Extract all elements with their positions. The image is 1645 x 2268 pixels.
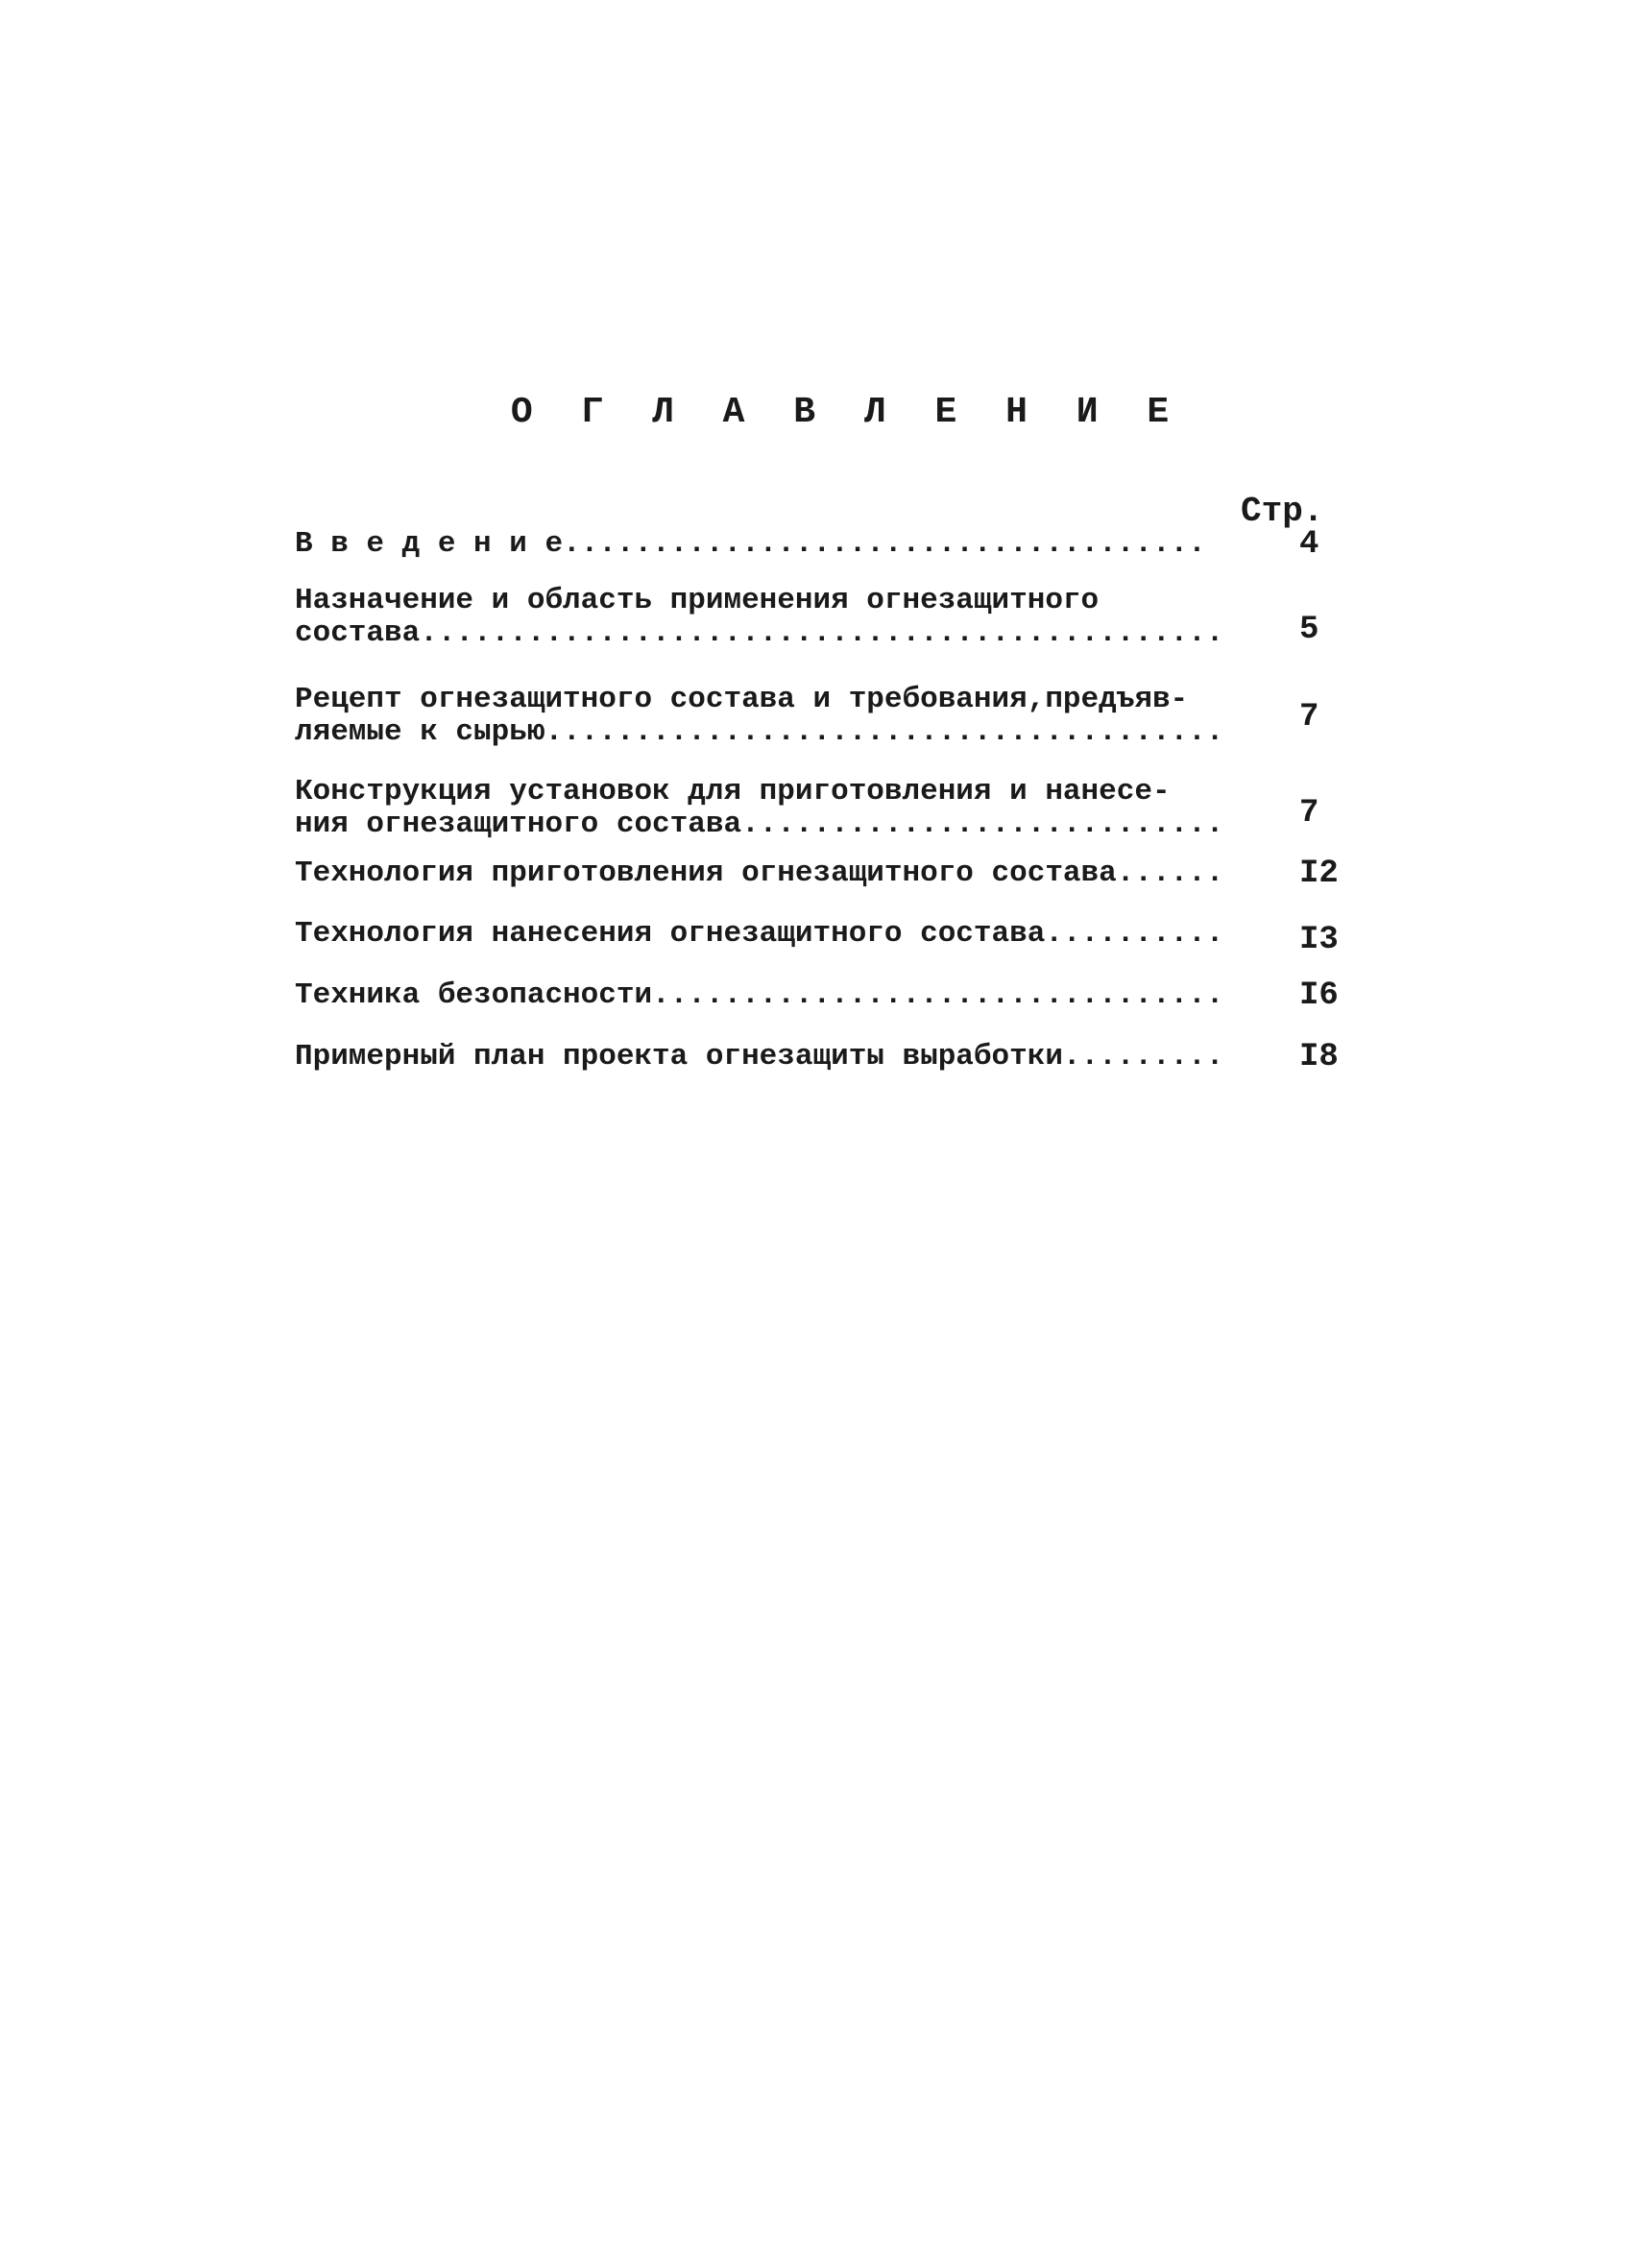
toc-entry-page: I6 xyxy=(1299,977,1339,1014)
toc-entry-line1: Конструкция установок для приготовления и нанесе- xyxy=(295,776,1171,808)
toc-entry-line1: Назначение и область применения огнезащитного xyxy=(295,585,1100,617)
page-column-label: Стр. xyxy=(1241,492,1324,531)
toc-entry-purpose xyxy=(295,585,1342,650)
toc-entry-page: I3 xyxy=(1299,922,1339,958)
toc-entry-line1: Примерный план проекта огнезащиты выработки......... xyxy=(295,1041,1224,1074)
toc-entry-line1: Рецепт огнезащитного состава и требования,предъяв- xyxy=(295,684,1189,716)
toc-entry-introduction xyxy=(295,528,1342,561)
toc-entry-recipe xyxy=(295,684,1342,749)
toc-entry-line2: ния огнезащитного состава........................... xyxy=(295,808,1224,841)
toc-entry-preparation-technology xyxy=(295,857,1342,890)
toc-entry-line1: Технология нанесения огнезащитного состава.......... xyxy=(295,918,1224,951)
toc-entry-page: 5 xyxy=(1299,612,1319,648)
toc-entry-page: I2 xyxy=(1299,856,1339,892)
toc-entry-page: 7 xyxy=(1299,795,1319,832)
toc-entry-page: 4 xyxy=(1299,526,1319,563)
toc-entry-line2: ляемые к сырью...................................... xyxy=(295,716,1224,749)
toc-entry-page: I8 xyxy=(1299,1039,1339,1075)
toc-entry-line2: состава............................................. xyxy=(295,617,1224,650)
toc-entry-application-technology xyxy=(295,918,1342,958)
toc-entry-page: 7 xyxy=(1299,699,1319,736)
toc-entry-safety xyxy=(295,979,1342,1012)
toc-entry-line1: В в е д е н и е.................................... xyxy=(295,528,1206,561)
toc-entry-construction xyxy=(295,776,1342,841)
toc-title: О Г Л А В Л Е Н И Е xyxy=(510,392,1183,433)
toc-entry-line1: Техника безопасности................................ xyxy=(295,979,1224,1012)
toc-entry-project-plan xyxy=(295,1041,1342,1074)
toc-entry-line1: Технология приготовления огнезащитного состава...... xyxy=(295,857,1224,890)
